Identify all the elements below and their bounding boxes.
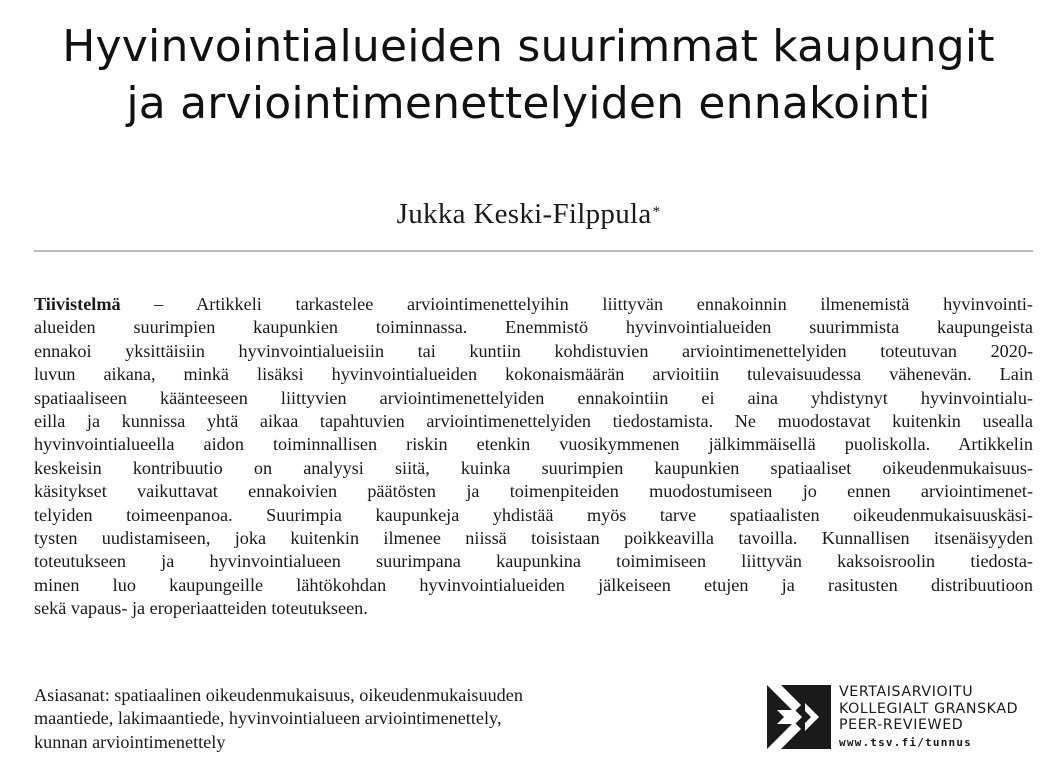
peer-review-badge [767,684,1037,754]
article-title [0,18,1057,132]
badge-text [839,684,1018,750]
header-divider [34,250,1033,252]
abstract-line: hyvinvointialueella aidon toiminnallisen riskin etenkin vuosikymmenen jälkimmäisellä puoliskolla. Artikkelin [34,434,1033,455]
abstract-line: alueiden suurimpien kaupunkien toiminnassa. Enemmistö hyvinvointialueiden suurimmista kaupungeista [34,317,1033,338]
badge-line: VERTAISARVIOITU [839,684,974,700]
abstract-line: minen luo kaupungeille lähtökohdan hyvinvointialueiden jälkeiseen etujen ja rasitusten distribuutioon [34,574,1033,595]
abstract-line: käsitykset vaikuttavat ennakoivien päätösten ja toimenpiteiden muodostumiseen jo ennen arviointimenet- [34,481,1033,502]
abstract-line: tysten uudistamiseen, joka kuitenkin ilmenee niissä toisistaan poikkeavilla tavoilla. Kunnallisen itsenäisyyden [34,528,1033,549]
author-footnote-marker: * [652,204,661,220]
abstract [34,293,1033,621]
keywords-line: kunnan arviointimenettely [34,731,226,752]
abstract-line: toteutukseen ja hyvinvointialueen suurimpana kaupunkina toimimiseen liittyvän kaksoisroolin tiedosta- [34,551,1033,572]
peer-review-arrow-logo-icon [767,685,831,749]
badge-url: www.tsv.fi/tunnus [839,735,972,749]
abstract-line: luvun aikana, minkä lisäksi hyvinvointialueiden kokonaismäärän arvioitiin tulevaisuudessa vähenevän. Lain [34,364,1033,385]
abstract-line: keskeisin kontribuutio on analyysi siitä, kuinka suurimpien kaupunkien spatiaaliset oikeudenmukaisuus- [34,457,1033,478]
badge-line: PEER-REVIEWED [839,717,964,733]
abstract-line: spatiaaliseen käänteeseen liittyvien arviointimenettelyiden ennakointiin ei aina yhdistynyt hyvinvointialu- [34,387,1033,408]
title-line-1: Hyvinvointialueiden suurimmat kaupungit [62,21,995,72]
badge-line: KOLLEGIALT GRANSKAD [839,700,1019,717]
abstract-line: eilla ja kunnissa yhtä aikaa tapahtuvien arviointimenettelyiden tiedostamista. Ne muodostavat kuitenkin usealla [34,411,1033,432]
abstract-line: Tiivistelmä – Artikkeli tarkastelee arviointimenettelyihin liittyvän ennakoinnin ilmenemistä hyvinvointi- [34,294,1033,314]
keywords-line: maantiede, lakimaantiede, hyvinvointialueen arviointimenettely, [34,708,502,729]
keywords-line: Asiasanat: spatiaalinen oikeudenmukaisuus, oikeudenmukaisuuden [34,685,523,705]
abstract-line: ennakoi yksittäisiin hyvinvointialueisiin tai kuntiin kohdistuvien arviointimenettelyiden toteutuvan 2020- [34,340,1033,361]
author-byline [0,197,1057,231]
title-line-2: ja arviointimenettelyiden ennakointi [126,78,931,129]
author-name: Jukka Keski-Filppula [396,198,652,230]
abstract-heading: Tiivistelmä [34,294,121,314]
abstract-line: sekä vapaus- ja eroperiaatteiden toteutukseen. [34,598,368,619]
abstract-line: telyiden toimeenpanoa. Suurimpia kaupunkeja yhdistää myös tarve spatiaalisten oikeudenmukaisuuskäsi- [34,504,1033,525]
keywords [34,684,714,754]
